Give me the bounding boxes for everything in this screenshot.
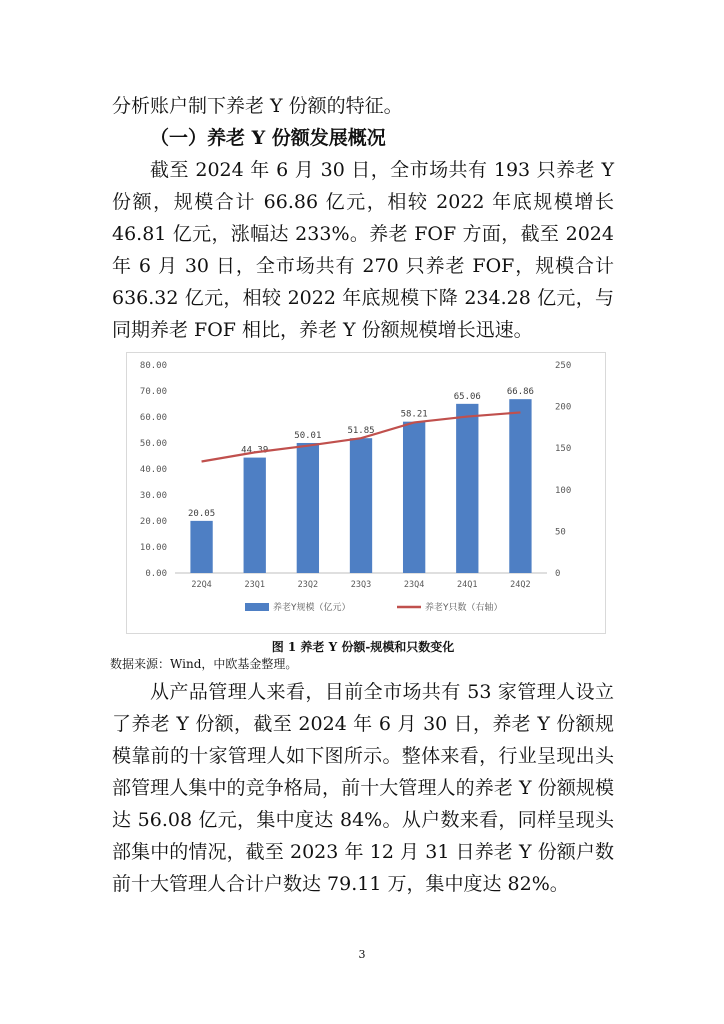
figure-caption: 图 1 养老 Y 份额-规模和只数变化 xyxy=(271,640,455,654)
bar xyxy=(456,404,478,573)
y2-tick-label: 0 xyxy=(555,569,561,579)
y-tick-label: 0.00 xyxy=(145,569,167,579)
chart-container xyxy=(126,352,606,634)
x-tick-label: 23Q2 xyxy=(297,580,319,590)
bar-data-label: 58.21 xyxy=(400,409,428,420)
intro-text: 分析账户制下养老 Y 份额的特征。 xyxy=(112,95,403,117)
y-tick-label: 60.00 xyxy=(139,413,167,423)
bar-data-label: 50.01 xyxy=(294,430,322,441)
y-tick-label: 30.00 xyxy=(139,491,167,501)
y-tick-label: 20.00 xyxy=(139,517,167,527)
y2-tick-label: 50 xyxy=(555,527,566,538)
x-tick-label: 24Q2 xyxy=(510,580,531,590)
y-tick-label: 70.00 xyxy=(139,387,167,397)
bar-data-label: 20.05 xyxy=(188,508,216,519)
bar xyxy=(297,443,319,573)
page-content xyxy=(112,90,614,900)
paragraph-2: 从产品管理人来看，目前全市场共有 53 家管理人设立了养老 Y 份额，截至 2024 年 6 月 30 日，养老 Y 份额规模靠前的十家管理人如下图所示。整体来看，行业呈现出头部管理人集中的竞争格局，前十大管理人的养老 Y 份额规模达 56.08 亿元，集中度达 84%。从户数来看，同样呈现头部集中的情况，截至 2023 年 12 月 31 日养老 Y 份额户数前十大管理人合计户数达 79.11 万，集中度达 82%。 xyxy=(112,681,614,895)
y2-tick-label: 250 xyxy=(555,361,572,371)
bar xyxy=(350,438,372,573)
bar xyxy=(190,521,212,573)
bar-data-label: 51.85 xyxy=(347,426,375,437)
y2-tick-label: 150 xyxy=(555,444,572,455)
y2-tick-label: 100 xyxy=(555,485,572,496)
data-source: 数据来源：Wind，中欧基金整理。 xyxy=(110,657,298,671)
section-heading: （一）养老 Y 份额发展概况 xyxy=(150,127,386,149)
bar xyxy=(403,422,425,573)
combo-chart xyxy=(127,353,605,633)
y-tick-label: 40.00 xyxy=(139,465,167,475)
legend-swatch-bars xyxy=(245,603,269,611)
bar-data-label: 66.86 xyxy=(506,387,534,398)
x-tick-label: 24Q1 xyxy=(457,580,478,590)
y2-tick-label: 200 xyxy=(555,402,572,413)
x-tick-label: 23Q1 xyxy=(244,580,265,590)
bar-data-label: 44.39 xyxy=(241,445,269,456)
paragraph-1: 截至 2024 年 6 月 30 日，全市场共有 193 只养老 Y 份额，规模合计 66.86 亿元，相较 2022 年底规模增长 46.81 亿元，涨幅达 233%。养老 FOF 方面，截至 2024 年 6 月 30 日，全市场共有 270 只养老 FOF，规模合计 636.32 亿元，相较 2022 年底规模下降 234.28 亿元，与同期养老 FOF 相比，养老 Y 份额规模增长迅速。 xyxy=(112,159,614,341)
x-tick-label: 23Q3 xyxy=(350,580,372,590)
y-tick-label: 10.00 xyxy=(139,543,167,553)
legend-label-bars: 养老Y规模（亿元） xyxy=(273,603,351,613)
page-number: 3 xyxy=(358,948,366,961)
x-tick-label: 22Q4 xyxy=(191,580,212,590)
y-tick-label: 50.00 xyxy=(139,439,167,449)
x-tick-label: 23Q4 xyxy=(403,580,425,590)
bar xyxy=(244,458,266,573)
legend-label-line: 养老Y只数（右轴） xyxy=(425,603,503,613)
y-tick-label: 80.00 xyxy=(139,361,167,371)
bar-data-label: 65.06 xyxy=(453,391,481,402)
bar xyxy=(509,399,531,573)
